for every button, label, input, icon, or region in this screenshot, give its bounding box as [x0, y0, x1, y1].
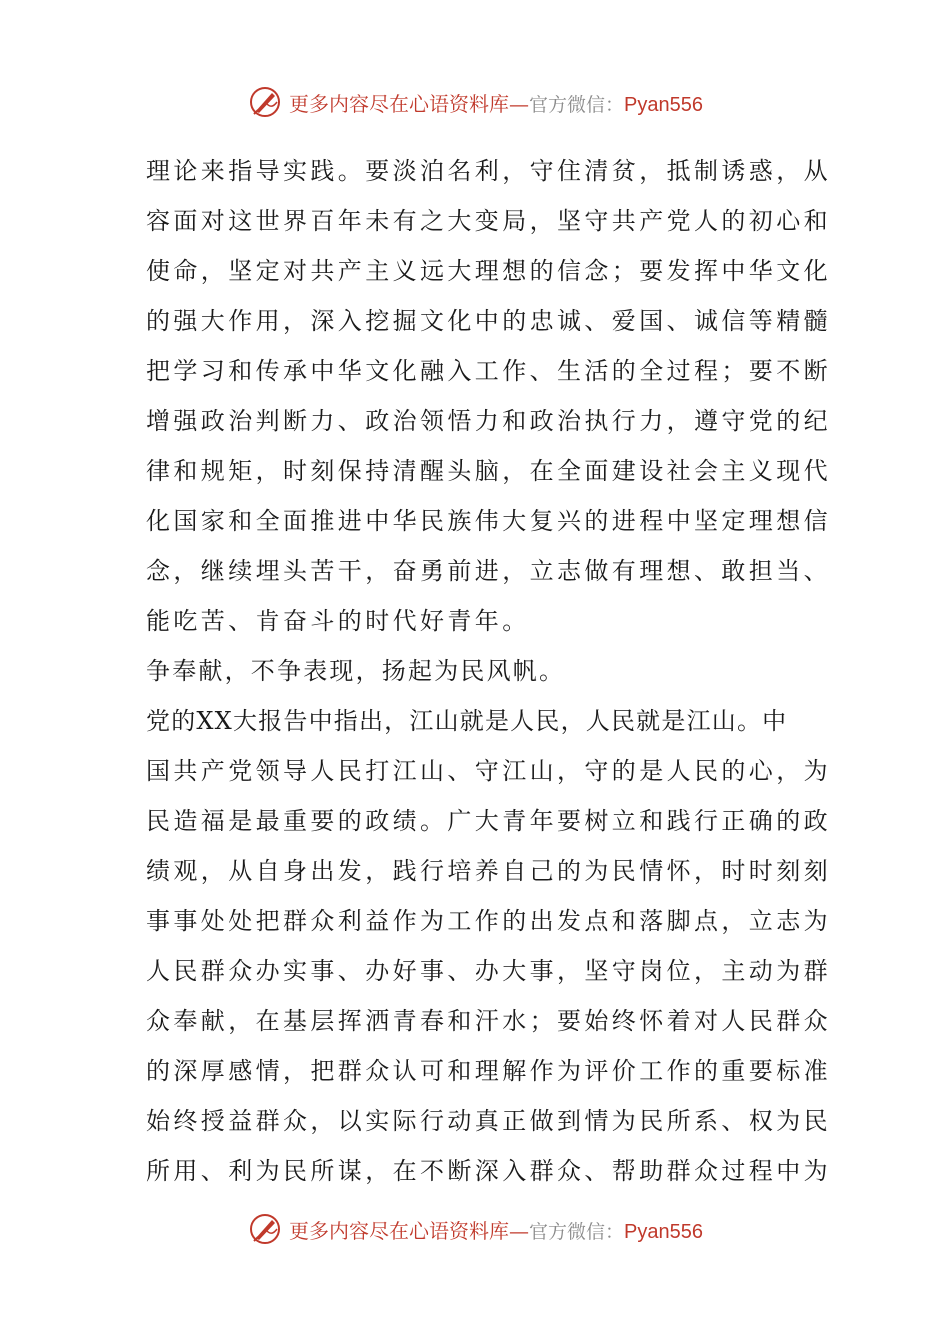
- body-line: 的深厚感情，把群众认可和理解作为评价工作的重要标准: [146, 1057, 831, 1085]
- body-line: 容面对这世界百年未有之大变局，坚守共产党人的初心和: [146, 207, 831, 235]
- body-line: 把学习和传承中华文化融入工作、生活的全过程；要不断: [146, 357, 831, 385]
- body-line: 所用、利为民所谋，在不断深入群众、帮助群众过程中为: [146, 1157, 831, 1185]
- body-line: 增强政治判断力、政治领悟力和政治执行力，遵守党的纪: [146, 407, 831, 435]
- body-line: 能吃苦、肯奋斗的时代好青年。: [146, 607, 530, 635]
- footer-brand: 更多内容尽在心语资料库: [289, 1218, 509, 1243]
- body-line: 众奉献，在基层挥洒青春和汗水；要始终怀着对人民群众: [146, 1007, 831, 1035]
- body-line: 国共产党领导人民打江山、守江山，守的是人民的心，为: [146, 757, 831, 785]
- body-line: 事事处处把群众利益作为工作的出发点和落脚点，立志为: [146, 907, 831, 935]
- body-line: 化国家和全面推进中华民族伟大复兴的进程中坚定理想信: [146, 507, 831, 535]
- body-line: 始终授益群众，以实际行动真正做到情为民所系、权为民: [146, 1107, 831, 1135]
- header-dash: —: [509, 91, 529, 116]
- header-wechat-label: 官方微信：: [529, 93, 625, 116]
- body-line: 律和规矩，时刻保持清醒头脑，在全面建设社会主义现代: [146, 457, 831, 485]
- header-brand: 更多内容尽在心语资料库: [289, 91, 509, 116]
- header-banner: [0, 82, 950, 122]
- body-line: 党的XX大报告中指出，江山就是人民，人民就是江山。中: [146, 707, 788, 735]
- quill-logo-icon: [247, 1211, 283, 1247]
- document-body: [146, 146, 831, 1196]
- footer-wechat-label: 官方微信：: [529, 1220, 625, 1243]
- body-line: 念，继续埋头苦干，奋勇前进，立志做有理想、敢担当、: [146, 557, 831, 585]
- body-line: 理论来指导实践。要淡泊名利，守住清贫，抵制诱惑，从: [146, 157, 831, 185]
- footer-banner-text: [289, 1215, 703, 1244]
- footer-wechat-id: Pyan556: [624, 1220, 703, 1243]
- header-wechat-id: Pyan556: [624, 93, 703, 116]
- quill-logo-icon: [247, 84, 283, 120]
- body-line: 民造福是最重要的政绩。广大青年要树立和践行正确的政: [146, 807, 831, 835]
- body-line: 绩观，从自身出发，践行培养自己的为民情怀，时时刻刻: [146, 857, 831, 885]
- body-line: 使命，坚定对共产主义远大理想的信念；要发挥中华文化: [146, 257, 831, 285]
- footer-dash: —: [509, 1218, 529, 1243]
- body-line: 人民群众办实事、办好事、办大事，坚守岗位，主动为群: [146, 957, 831, 985]
- section-heading: 争奉献，不争表现，扬起为民风帆。: [146, 657, 566, 685]
- body-line: 的强大作用，深入挖掘文化中的忠诚、爱国、诚信等精髓: [146, 307, 831, 335]
- footer-banner: [0, 1209, 950, 1249]
- header-banner-text: [289, 88, 703, 117]
